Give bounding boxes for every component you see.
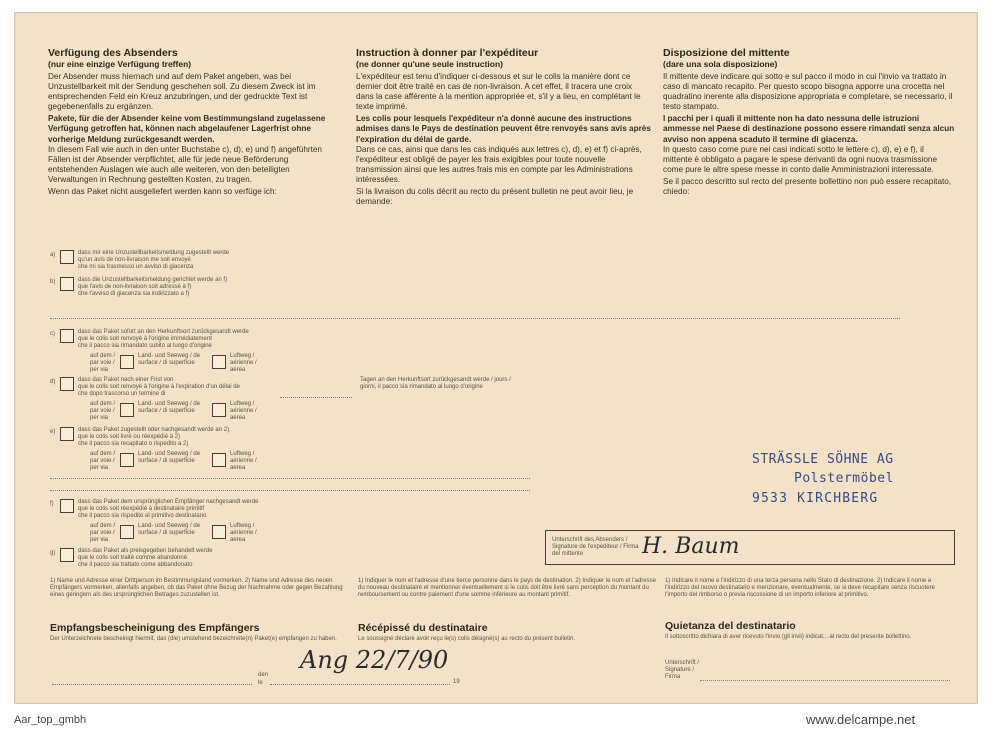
option-e-via: auf dem / par voie / per via	[90, 451, 116, 472]
option-d-fr: que le colis soit renvoyé à l'origine à l'expiration d'un délai de	[78, 384, 240, 390]
option-f-via: auf dem / par voie / per via	[90, 523, 116, 544]
option-e: e) dass das Paket zugestellt oder nachgesandt werde an 2) que le colis soit livré ou réexpédié à 2) che il pacco sia recapitato o rispedito a 2) auf dem / par voie / per via Land- und Seeweg / de surface / di superficie Luftweg / aérienne / aerea	[50, 427, 350, 473]
option-d-days-text: Tagen an den Herkunftsort zurückgesandt werde / jours / giorni, il pacco sia rimandato al luogo d'origine	[360, 377, 511, 391]
option-a-checkbox[interactable]	[60, 250, 74, 264]
option-e-surface: Land- und Seeweg / de surface / di superficie	[138, 451, 201, 465]
sender-signature: H. Baum	[642, 534, 740, 559]
receipt-fr-text: Le soussigné déclare avoir reçu le(s) colis désigné(s) au recto du présent bulletin.	[358, 636, 576, 642]
receipt-sign-label: Unterschrift / Signature / Firma	[665, 660, 700, 681]
option-g-it: che il pacco sia trattato come abbandonato	[78, 562, 193, 568]
option-b-it: che l'avviso di giacenza sia indirizzato a f)	[78, 291, 190, 297]
receipt-it	[665, 620, 955, 641]
option-b-de: dass die Unzustellbarkeitsmeldung gerichtet werde an f)	[78, 277, 228, 283]
de-paragraph-4: Wenn das Paket nicht ausgeliefert werden kann so verfüge ich:	[48, 187, 277, 197]
option-f-surface: Land- und Seeweg / de surface / di superficie	[138, 523, 201, 537]
option-e-de: dass das Paket zugestellt oder nachgesandt werde an 2)	[78, 427, 230, 433]
option-g-de: dass das Paket als preisgegeben behandelt werde	[78, 548, 213, 554]
footer-seller: Aar_top_gmbh	[14, 714, 87, 726]
receipt-fr-title: Récépissé du destinataire	[358, 622, 488, 634]
option-d-surface-checkbox[interactable]	[120, 403, 134, 417]
de-paragraph-2: Pakete, für die der Absender keine vom Bestimmungsland zugelassene Verfügung getroffen hat, können nach abgelaufener Lagerfrist ohne vorherige Meldung zurückgesandt werden.	[48, 114, 326, 144]
option-c-surface: Land- und Seeweg / de surface / di superficie	[138, 353, 201, 367]
receipt-place-line[interactable]	[52, 684, 252, 685]
fr-paragraph-4: Si la livraison du colis décrit au recto du présent bulletin ne peut avoir lieu, je demande:	[356, 187, 634, 207]
it-paragraph-2: I pacchi per i quali il mittente non ha dato nessuna delle istruzioni ammesse nel Paese di destinazione possono essere rimandati senza alcun avviso non appena scaduto il termine di giacenza.	[663, 114, 955, 144]
it-paragraph-1: Il mittente deve indicare qui sotto e sul pacco il modo in cui l'invio va trattato in caso di mancato recapito. Per questo scopo bisogna apporre una crocetta nel quadratino inerente alla disposizione appropriata e completare, se necessario, il testo stampato.	[663, 72, 953, 112]
option-c-fr: que le colis soit renvoyé à l'origine immédiatement	[78, 336, 212, 342]
notes-fr: 1) Indiquer le nom et l'adresse d'une tierce personne dans le pays de destination. 2) Indiquer le nom et l'adresse du nouveau destinataire et mentionner éventuellement si le colis doit être livré sans perception du montant du remboursement ou contre paiement d'une somme inférieure au montant primitif.	[358, 578, 656, 599]
footer-site[interactable]: www.delcampe.net	[806, 712, 916, 727]
fr-paragraph-1: L'expéditeur est tenu d'indiquer ci-dessous et sur le colis la manière dont ce dernier doit être traité en cas de non-livraison. A cet effet, il tracera une croix dans la case afférente à la mention appropriée et, s'il y a lieu, en complétant le texte imprimé.	[356, 72, 641, 112]
sender-signature-box[interactable]	[545, 530, 955, 565]
sender-stamp	[752, 452, 952, 506]
option-c-air-checkbox[interactable]	[212, 355, 226, 369]
column-french	[356, 47, 652, 209]
column-german	[48, 47, 340, 199]
fr-title: Instruction à donner par l'expéditeur	[356, 47, 539, 59]
option-a-it: che mi sia trasmesso un avviso di giacenza	[78, 264, 194, 270]
receipt-fr	[358, 622, 656, 643]
option-f-air: Luftweg / aérienne / aerea	[230, 523, 257, 544]
option-b-checkbox[interactable]	[60, 277, 74, 291]
receipt-handwriting: Ang 22/7/90	[300, 646, 449, 674]
option-f-fr: que le colis soit réexpédié à destinataire primitif	[78, 506, 205, 512]
option-e-fill-line-1[interactable]	[50, 478, 530, 479]
option-f-de: dass das Paket dem ursprünglichen Empfänger nachgesandt werde	[78, 499, 259, 505]
option-e-surface-checkbox[interactable]	[120, 453, 134, 467]
option-g: g) dass das Paket als preisgegeben behandelt werde que le colis soit traité comme abandonné che il pacco sia trattato come abbandonato	[50, 548, 213, 568]
it-paragraph-4: Se il pacco descritto sul recto del presente bollettino non può essere recapitato, chiedo:	[663, 176, 952, 197]
option-g-checkbox[interactable]	[60, 548, 74, 562]
option-c-it: che il pacco sia rimandato subito al luogo d'origine	[78, 343, 212, 349]
de-title: Verfügung des Absenders	[48, 47, 178, 59]
receipt-de-text: Der Unterzeichnete bescheinigt hiermit, das (die) umstehend bezeichnete(n) Paket(e) empfangen zu haben.	[50, 636, 337, 642]
option-a-fr: qu'un avis de non-livraison me soit envoyé	[78, 257, 191, 263]
option-e-fill-line-2[interactable]	[50, 490, 530, 491]
notes-it: 1) Indicare il nome e l'indirizzo di una terza persona nello Stato di destinazione. 2) Indicare il nome e l'indirizzo del nuovo destinatario e menzionare, eventualmente, se si deve recapitare senza riscuotere l'importo del rimborso o previa riscossione di un importo inferiore al primitivo.	[665, 578, 935, 599]
column-italian	[663, 47, 955, 199]
option-c-air: Luftweg / aérienne / aerea	[230, 353, 257, 374]
receipt-sign-line[interactable]	[700, 680, 950, 681]
option-f: f) dass das Paket dem ursprünglichen Empfänger nachgesandt werde que le colis soit réexpédié à destinataire primitif che il pacco sia rispedito al primitivo destinatario auf dem / par voie / per via Land- und Seeweg / de surface / di superficie Luftweg / aérienne / aerea	[50, 499, 350, 545]
stamp-subtitle: Polstermöbel	[794, 471, 894, 486]
stamp-company: STRÄSSLE SÖHNE AG	[752, 452, 894, 467]
option-b: b) dass die Unzustellbarkeitsmeldung gerichtet werde an f) que l'avis de non-livraison soit adressé à f) che l'avviso di giacenza sia indirizzato a f)	[50, 277, 228, 297]
option-d-air-checkbox[interactable]	[212, 403, 226, 417]
receipt-date-label: den	[258, 672, 269, 678]
option-e-it: che il pacco sia recapitato o rispedito a 2)	[78, 441, 189, 447]
sender-signature-label: Unterschrift des Absenders / Signature de l'expéditeur / Firma del mittente	[552, 537, 639, 558]
option-d-air: Luftweg / aérienne / aerea	[230, 401, 257, 422]
receipt-it-title: Quietanza del destinatario	[665, 620, 796, 632]
it-title: Disposizione del mittente	[663, 47, 790, 59]
receipt-year-label: 19	[453, 679, 460, 685]
option-e-air-checkbox[interactable]	[212, 453, 226, 467]
option-f-air-checkbox[interactable]	[212, 525, 226, 539]
option-c-via: auf dem / par voie / per via	[90, 353, 116, 374]
it-subtitle: (dare una sola disposizione)	[663, 59, 778, 69]
de-paragraph-3: In diesem Fall wie auch in den unter Buchstabe c), d), e) und f) angeführten Fällen ist der Absender verpflichtet, alle für jede neue Beförderung entstehenden Auslagen wie auch alle weiteren, von den beteiligten Verwaltungen in Rechnung gestellten Kosten, zu tragen.	[48, 144, 322, 184]
option-c-checkbox[interactable]	[60, 329, 74, 343]
option-c-surface-checkbox[interactable]	[120, 355, 134, 369]
option-d-days-line[interactable]	[280, 397, 352, 398]
option-a: a) dass mir eine Unzustellbarkeitsmeldung zugestellt werde qu'un avis de non-livraison me soit envoyé che mi sia trasmesso un avviso di giacenza	[50, 250, 230, 270]
option-f-checkbox[interactable]	[60, 499, 74, 513]
option-f-surface-checkbox[interactable]	[120, 525, 134, 539]
option-b-fr: que l'avis de non-livraison soit adressé à f)	[78, 284, 192, 290]
option-d-via: auf dem / par voie / per via	[90, 401, 116, 422]
notes-de: 1) Name und Adresse einer Drittperson im Bestimmungsland vormerken. 2) Name und Adresse des neuen Empfängers vormerken, allenfalls angeben, ob das Paket ohne Bezug der Nachnahme oder gegen Bezahlung eines geringern als des ursprünglichen Betrages zuzustellen ist.	[50, 578, 343, 599]
receipt-de	[50, 622, 348, 643]
de-paragraph-1: Der Absender muss hiernach und auf dem Paket angeben, was bei Unzustellbarkeit mit der Sendung geschehen soll. Zu diesem Zweck ist im entsprechenden Feld ein Kreuz anzubringen, und der gedruckte Text ist gegebenenfalls zu ergänzen.	[48, 72, 316, 112]
option-c: c) dass das Paket sofort an den Herkunftsort zurückgesandt werde que le colis soit renvoyé à l'origine immédiatement che il pacco sia rimandato subito al luogo d'origine auf dem / par voie / per via Land- und Seeweg / de surface / di superficie Luftweg / aérienne / aerea	[50, 329, 350, 375]
fr-paragraph-2: Les colis pour lesquels l'expéditeur n'a donné aucune des instructions admises dans le Pays de destination peuvent être renvoyés sans avis après l'expiration du délai de garde.	[356, 114, 651, 144]
option-g-fr: que le colis soit traité comme abandonné	[78, 555, 188, 561]
it-paragraph-3: In questo caso come pure nei casi indicati sotto le lettere c), d), e) e f), il mittente è obbligato a pagare le spese derivanti da ogni nuova trasmissione come pure le altre spese messe in conto dalle Amministrazioni interessate.	[663, 144, 937, 174]
receipt-place-label: le	[258, 680, 263, 686]
fr-paragraph-3: Dans ce cas, ainsi que dans les cas indiqués aux lettres c), d), e) et f) ci-après, l'expéditeur est obligé de payer les frais exigibles pour toute nouvelle transmission ainsi que les autres frais mis en compte par les Administrations intéressées.	[356, 144, 642, 184]
stamp-city: 9533 KIRCHBERG	[752, 491, 879, 506]
option-d-surface: Land- und Seeweg / de surface / di superficie	[138, 401, 201, 415]
receipt-date-line[interactable]	[270, 684, 450, 685]
option-a-de: dass mir eine Unzustellbarkeitsmeldung zugestellt werde	[78, 250, 230, 256]
option-d-it: che dopo trascorso un termine di	[78, 391, 166, 397]
de-subtitle: (nur eine einzige Verfügung treffen)	[48, 59, 192, 69]
option-c-de: dass das Paket sofort an den Herkunftsort zurückgesandt werde	[78, 329, 249, 335]
fr-subtitle: (ne donner qu'une seule instruction)	[356, 59, 503, 69]
option-e-checkbox[interactable]	[60, 427, 74, 441]
receipt-de-title: Empfangsbescheinigung des Empfängers	[50, 622, 260, 634]
option-d: d) dass das Paket nach einer Frist von que le colis soit renvoyé à l'origine à l'expiration d'un délai de che dopo trascorso un termine di auf dem / par voie / per via Land- und Seeweg / de surface / di superficie Luftweg / aérienne / aerea	[50, 377, 350, 423]
option-e-fr: que le colis soit livré ou réexpédié à 2)	[78, 434, 181, 440]
option-d-checkbox[interactable]	[60, 377, 74, 391]
option-d-de: dass das Paket nach einer Frist von	[78, 377, 174, 383]
receipt-it-text: Il sottoscritto dichiara di aver ricevuto l'invio (gli invii) indicat... al recto del presente bollettino.	[665, 634, 912, 640]
option-e-air: Luftweg / aérienne / aerea	[230, 451, 257, 472]
option-b-fill-line[interactable]	[50, 318, 900, 319]
option-f-it: che il pacco sia rispedito al primitivo destinatario	[78, 513, 207, 519]
